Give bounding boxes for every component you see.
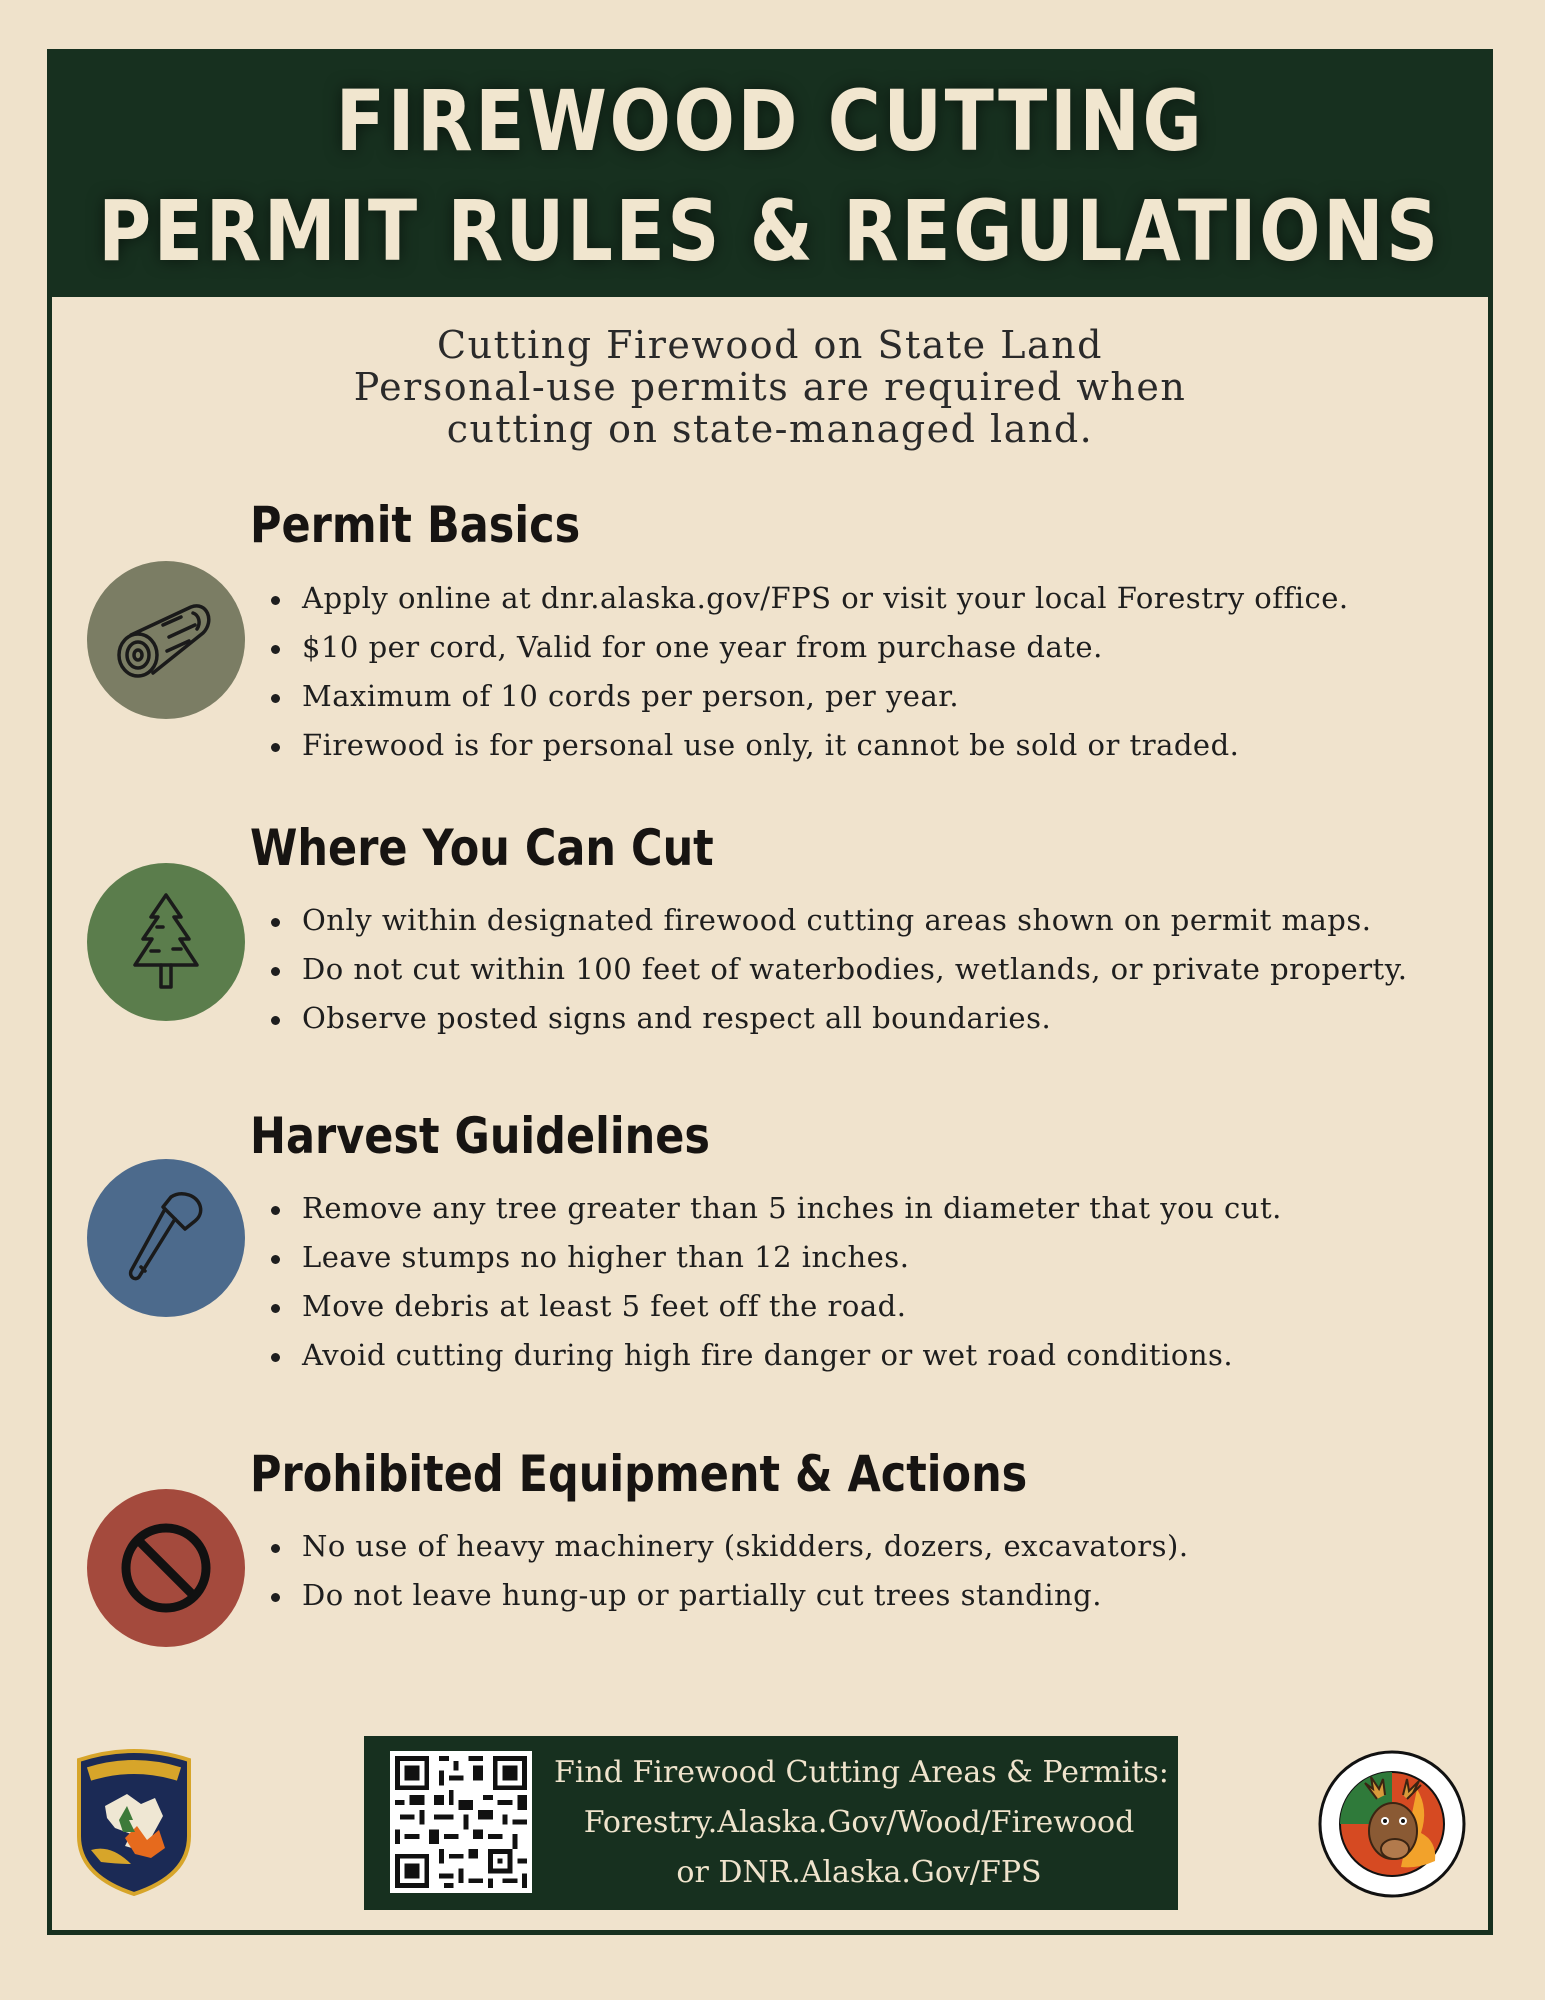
list-item: Maximum of 10 cords per person, per year.	[302, 672, 1349, 721]
poster-frame	[47, 49, 1493, 1935]
title-line-1: FIREWOOD CUTTING	[335, 71, 1205, 170]
prohibited-icon	[87, 1489, 245, 1647]
footer-text	[554, 1748, 1169, 1898]
list-item: Do not leave hung-up or partially cut trees standing.	[302, 1571, 1189, 1620]
alaska-forestry-badge-logo	[71, 1746, 197, 1896]
list-item: Remove any tree greater than 5 inches in diameter that you cut.	[302, 1184, 1282, 1233]
pine-tree-icon	[87, 863, 245, 1021]
section-title: Harvest Guidelines	[250, 1107, 710, 1165]
footer-link-firewood[interactable]: Forestry.Alaska.Gov/Wood/Firewood	[583, 1805, 1135, 1840]
list-item: Do not cut within 100 feet of waterbodies, wetlands, or private property.	[302, 945, 1407, 994]
axe-icon	[87, 1159, 245, 1317]
intro-line-1: Cutting Firewood on State Land	[437, 323, 1103, 367]
list-item: $10 per cord, Valid for one year from purchase date.	[302, 623, 1349, 672]
list-item: Apply online at dnr.alaska.gov/FPS or visit your local Forestry office.	[302, 574, 1349, 623]
section-title: Prohibited Equipment & Actions	[250, 1445, 1028, 1503]
list-item: Leave stumps no higher than 12 inches.	[302, 1233, 1282, 1282]
footer-line-1: Find Firewood Cutting Areas & Permits:	[554, 1755, 1169, 1790]
bullet-list	[302, 574, 1349, 770]
intro-line-3: cutting on state-managed land.	[446, 407, 1094, 451]
title-banner	[52, 54, 1488, 297]
bullet-list	[302, 1522, 1189, 1620]
bullet-list	[302, 1184, 1282, 1380]
list-item: No use of heavy machinery (skidders, dozers, excavators).	[302, 1522, 1189, 1571]
intro-line-2: Personal-use permits are required when	[353, 365, 1187, 409]
list-item: Move debris at least 5 feet off the road.	[302, 1282, 1282, 1331]
help-prevent-wildfires-moose-logo	[1317, 1749, 1467, 1899]
log-icon	[87, 561, 245, 719]
list-item: Observe posted signs and respect all boundaries.	[302, 994, 1407, 1043]
section-title: Where You Can Cut	[250, 819, 714, 877]
qr-code-icon[interactable]	[390, 1751, 532, 1893]
intro-text	[52, 324, 1488, 450]
list-item: Avoid cutting during high fire danger or wet road conditions.	[302, 1331, 1282, 1380]
list-item: Firewood is for personal use only, it cannot be sold or traded.	[302, 721, 1349, 770]
bullet-list	[302, 896, 1407, 1043]
footer-link-fps[interactable]: or DNR.Alaska.Gov/FPS	[676, 1855, 1042, 1890]
title-line-2: PERMIT RULES & REGULATIONS	[98, 181, 1442, 280]
section-title: Permit Basics	[250, 496, 581, 554]
list-item: Only within designated firewood cutting areas shown on permit maps.	[302, 896, 1407, 945]
footer-info-box	[364, 1736, 1178, 1910]
